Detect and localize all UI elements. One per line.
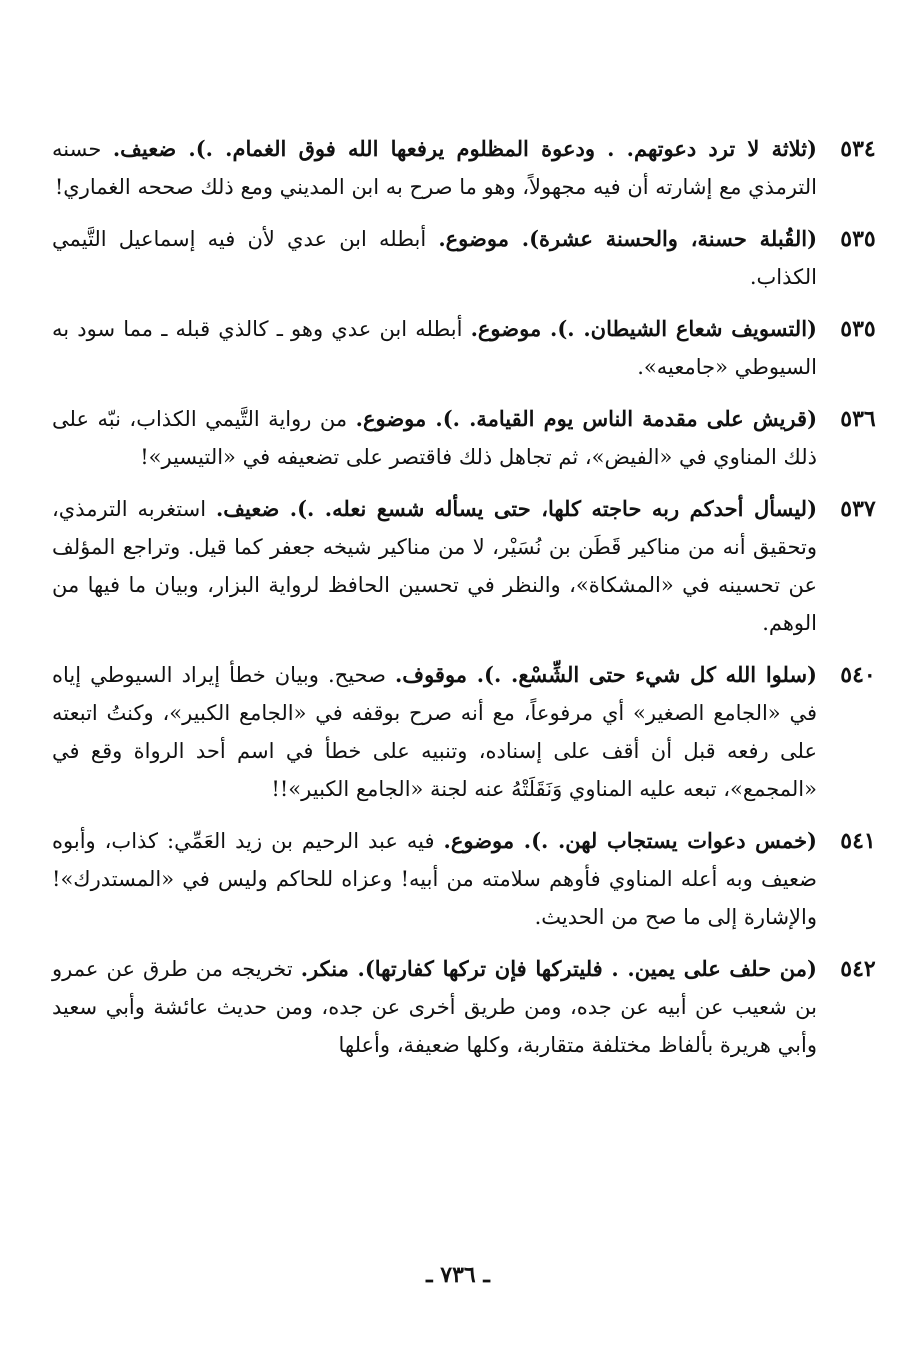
entry-commentary: حسنه الترمذي مع إشارته أن فيه مجهولاً، وهو ما صرح به ابن المديني ومع ذلك صححه الغماري!	[52, 137, 817, 199]
entry-body	[52, 950, 817, 1064]
hadith-text: (ثلاثة لا ترد دعوتهم. . ودعوة المظلوم يرفعها الله فوق الغمام. .). ضعيف.	[112, 136, 817, 161]
entry-number: ٥٤٢	[840, 956, 876, 982]
entry-number: ٥٣٤	[840, 136, 876, 162]
entry-536	[52, 400, 876, 476]
entry-540	[52, 656, 876, 808]
entry-body	[52, 400, 817, 476]
entry-commentary: فيه عبد الرحيم بن زيد العَمِّي: كذاب، وأبوه ضعيف وبه أعله المناوي فأوهم سلامته من أبيه! وعزاه للحاكم وليس في «المستدرك»! والإشارة إلى ما صح من الحديث.	[52, 829, 817, 929]
entry-body	[52, 656, 817, 808]
hadith-text: (قريش على مقدمة الناس يوم القيامة. .). موضوع.	[355, 406, 817, 431]
entry-body	[52, 220, 817, 296]
entry-commentary: استغربه الترمذي، وتحقيق أنه من مناكير قَطَن بن نُسَيْر، لا من مناكير شيخه جعفر كما قيل. وتراجع المؤلف عن تحسينه في «المشكاة»، والنظر في تحسين الحافظ لرواية البزار، وبيان ما فيها من الوهم.	[52, 497, 817, 635]
entry-body	[52, 822, 817, 936]
entry-body	[52, 310, 817, 386]
entry-537	[52, 490, 876, 642]
hadith-text: (ليسأل أحدكم ربه حاجته كلها، حتى يسأله شسع نعله. .). ضعيف.	[215, 496, 818, 521]
entry-535	[52, 220, 876, 296]
entry-542	[52, 950, 876, 1064]
hadith-text: (سلوا الله كل شيء حتى الشِّسْع. .). موقوف.	[394, 662, 817, 687]
page-number: ـ ٧٣٦ ـ	[426, 1262, 490, 1288]
hadith-text: (القُبلة حسنة، والحسنة عشرة). موضوع.	[438, 226, 818, 251]
entry-commentary: من رواية التَّيمي الكذاب، نبّه على ذلك المناوي في «الفيض»، ثم تجاهل ذلك فاقتصر على تضعيفه في «التيسير»!	[52, 407, 817, 469]
entry-number: ٥٤١	[840, 828, 876, 854]
entry-number: ٥٣٥	[840, 226, 876, 252]
page-content	[52, 130, 876, 1078]
entry-body	[52, 130, 817, 206]
hadith-text: (من حلف على يمين. . فليتركها فإن تركها كفارتها). منكر.	[300, 956, 817, 981]
entry-body	[52, 490, 817, 642]
entry-541	[52, 822, 876, 936]
hadith-text: (التسويف شعاع الشيطان. .). موضوع.	[470, 316, 817, 341]
entry-number: ٥٤٠	[840, 662, 876, 688]
entry-number: ٥٣٧	[840, 496, 876, 522]
entry-number: ٥٣٥	[840, 316, 876, 342]
entry-commentary: تخريجه من طرق عن عمرو بن شعيب عن أبيه عن جده، ومن طريق أخرى عن جده، ومن حديث عائشة وأبي سعيد وأبي هريرة بألفاظ مختلفة متقاربة، وكلها ضعيفة، وأعلها	[52, 957, 817, 1057]
entry-commentary: أبطله ابن عدي وهو ـ كالذي قبله ـ مما سود به السيوطي «جامعيه».	[52, 317, 817, 379]
entry-commentary: أبطله ابن عدي لأن فيه إسماعيل التَّيمي الكذاب.	[52, 227, 817, 289]
entry-534	[52, 130, 876, 206]
entry-535b	[52, 310, 876, 386]
entry-number: ٥٣٦	[840, 406, 876, 432]
entry-commentary: صحيح. وبيان خطأ إيراد السيوطي إياه في «الجامع الصغير» أي مرفوعاً، مع أنه صرح بوقفه في «الجامع الكبير»، وكنتُ اتبعته على رفعه قبل أن أقف على إسناده، وتنبيه على خطأ في اسم أحد الرواة وقع في «المجمع»، تبعه عليه المناوي وَنَقَلَتْهُ عنه لجنة «الجامع الكبير»!!	[52, 663, 817, 801]
hadith-text: (خمس دعوات يستجاب لهن. .). موضوع.	[443, 828, 817, 853]
